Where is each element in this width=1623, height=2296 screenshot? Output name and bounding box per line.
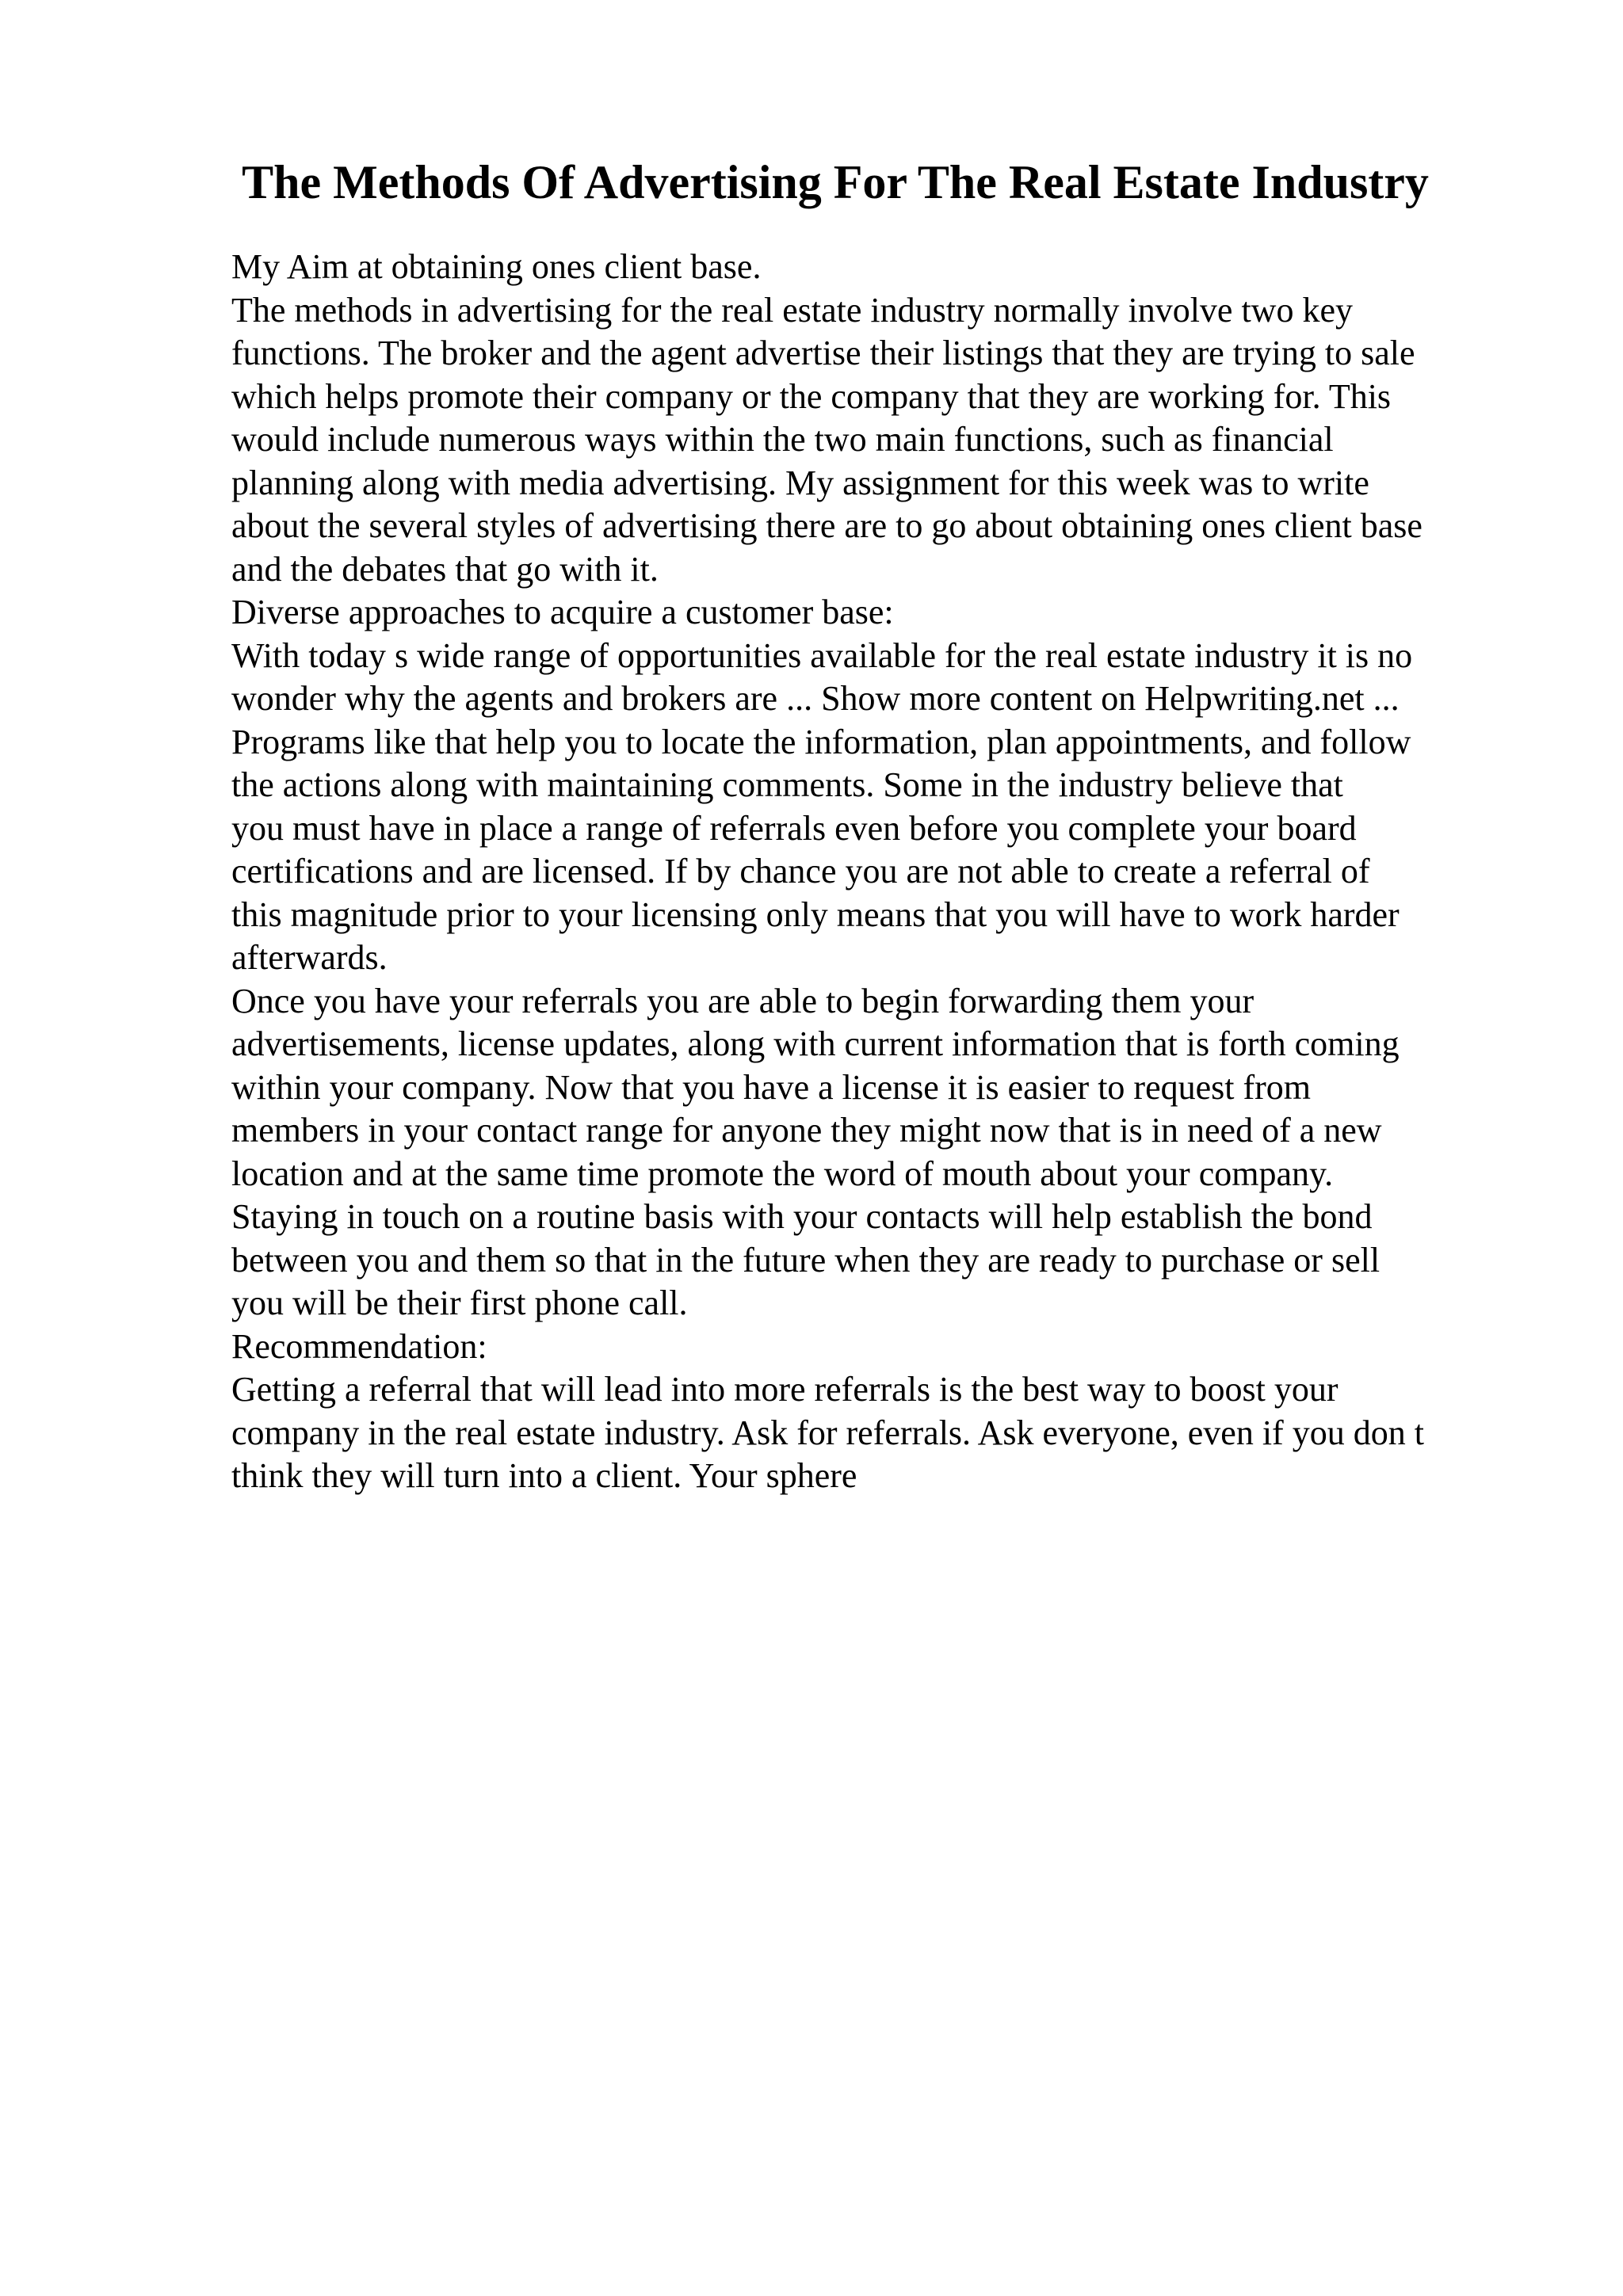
- body-line: the actions along with maintaining comments. Some in the industry believe that: [231, 765, 1343, 804]
- body-line: between you and them so that in the future when they are ready to purchase or sell: [231, 1240, 1381, 1280]
- body-line: within your company. Now that you have a license it is easier to request from: [231, 1067, 1312, 1107]
- body-line: Recommendation:: [231, 1326, 487, 1366]
- body-line: would include numerous ways within the two main functions, such as financial: [231, 420, 1334, 459]
- document-title: The Methods Of Advertising For The Real Estate Industry: [242, 156, 1429, 208]
- body-line: Getting a referral that will lead into more referrals is the best way to boost your: [231, 1370, 1338, 1409]
- body-line: members in your contact range for anyone they might now that is in need of a new: [231, 1111, 1382, 1150]
- body-line: The methods in advertising for the real estate industry normally involve two key: [231, 290, 1353, 330]
- body-line: planning along with media advertising. My assignment for this week was to write: [231, 463, 1369, 502]
- body-line: about the several styles of advertising there are to go about obtaining ones client base: [231, 506, 1423, 545]
- body-line: which helps promote their company or the company that they are working for. This: [231, 376, 1392, 416]
- body-line: this magnitude prior to your licensing only means that you will have to work harder: [231, 894, 1400, 934]
- body-line: advertisements, license updates, along with current information that is forth coming: [231, 1024, 1400, 1063]
- body-line: Once you have your referrals you are able to begin forwarding them your: [231, 981, 1254, 1020]
- body-line: certifications and are licensed. If by chance you are not able to create a referral of: [231, 852, 1370, 891]
- body-line: afterwards.: [231, 938, 388, 977]
- body-line: My Aim at obtaining ones client base.: [231, 247, 762, 286]
- body-line: Programs like that help you to locate the information, plan appointments, and follow: [231, 722, 1411, 761]
- body-line: With today s wide range of opportunities available for the real estate industry it is no: [231, 635, 1413, 675]
- body-line: think they will turn into a client. Your sphere: [231, 1456, 857, 1495]
- body-line: and the debates that go with it.: [231, 549, 659, 589]
- body-line: wonder why the agents and brokers are ... Show more content on Helpwriting.net ...: [231, 679, 1400, 718]
- body-line: you must have in place a range of referrals even before you complete your board: [231, 808, 1357, 848]
- body-line: location and at the same time promote the word of mouth about your company.: [231, 1154, 1334, 1193]
- body-line: Diverse approaches to acquire a customer base:: [231, 593, 894, 631]
- body-line: functions. The broker and the agent advertise their listings that they are trying to sale: [231, 334, 1415, 372]
- body-line: you will be their first phone call.: [231, 1283, 688, 1322]
- document-body: [231, 246, 1563, 1498]
- body-line: company in the real estate industry. Ask for referrals. Ask everyone, even if you don t: [231, 1413, 1424, 1452]
- body-line: Staying in touch on a routine basis with your contacts will help establish the bond: [231, 1197, 1373, 1236]
